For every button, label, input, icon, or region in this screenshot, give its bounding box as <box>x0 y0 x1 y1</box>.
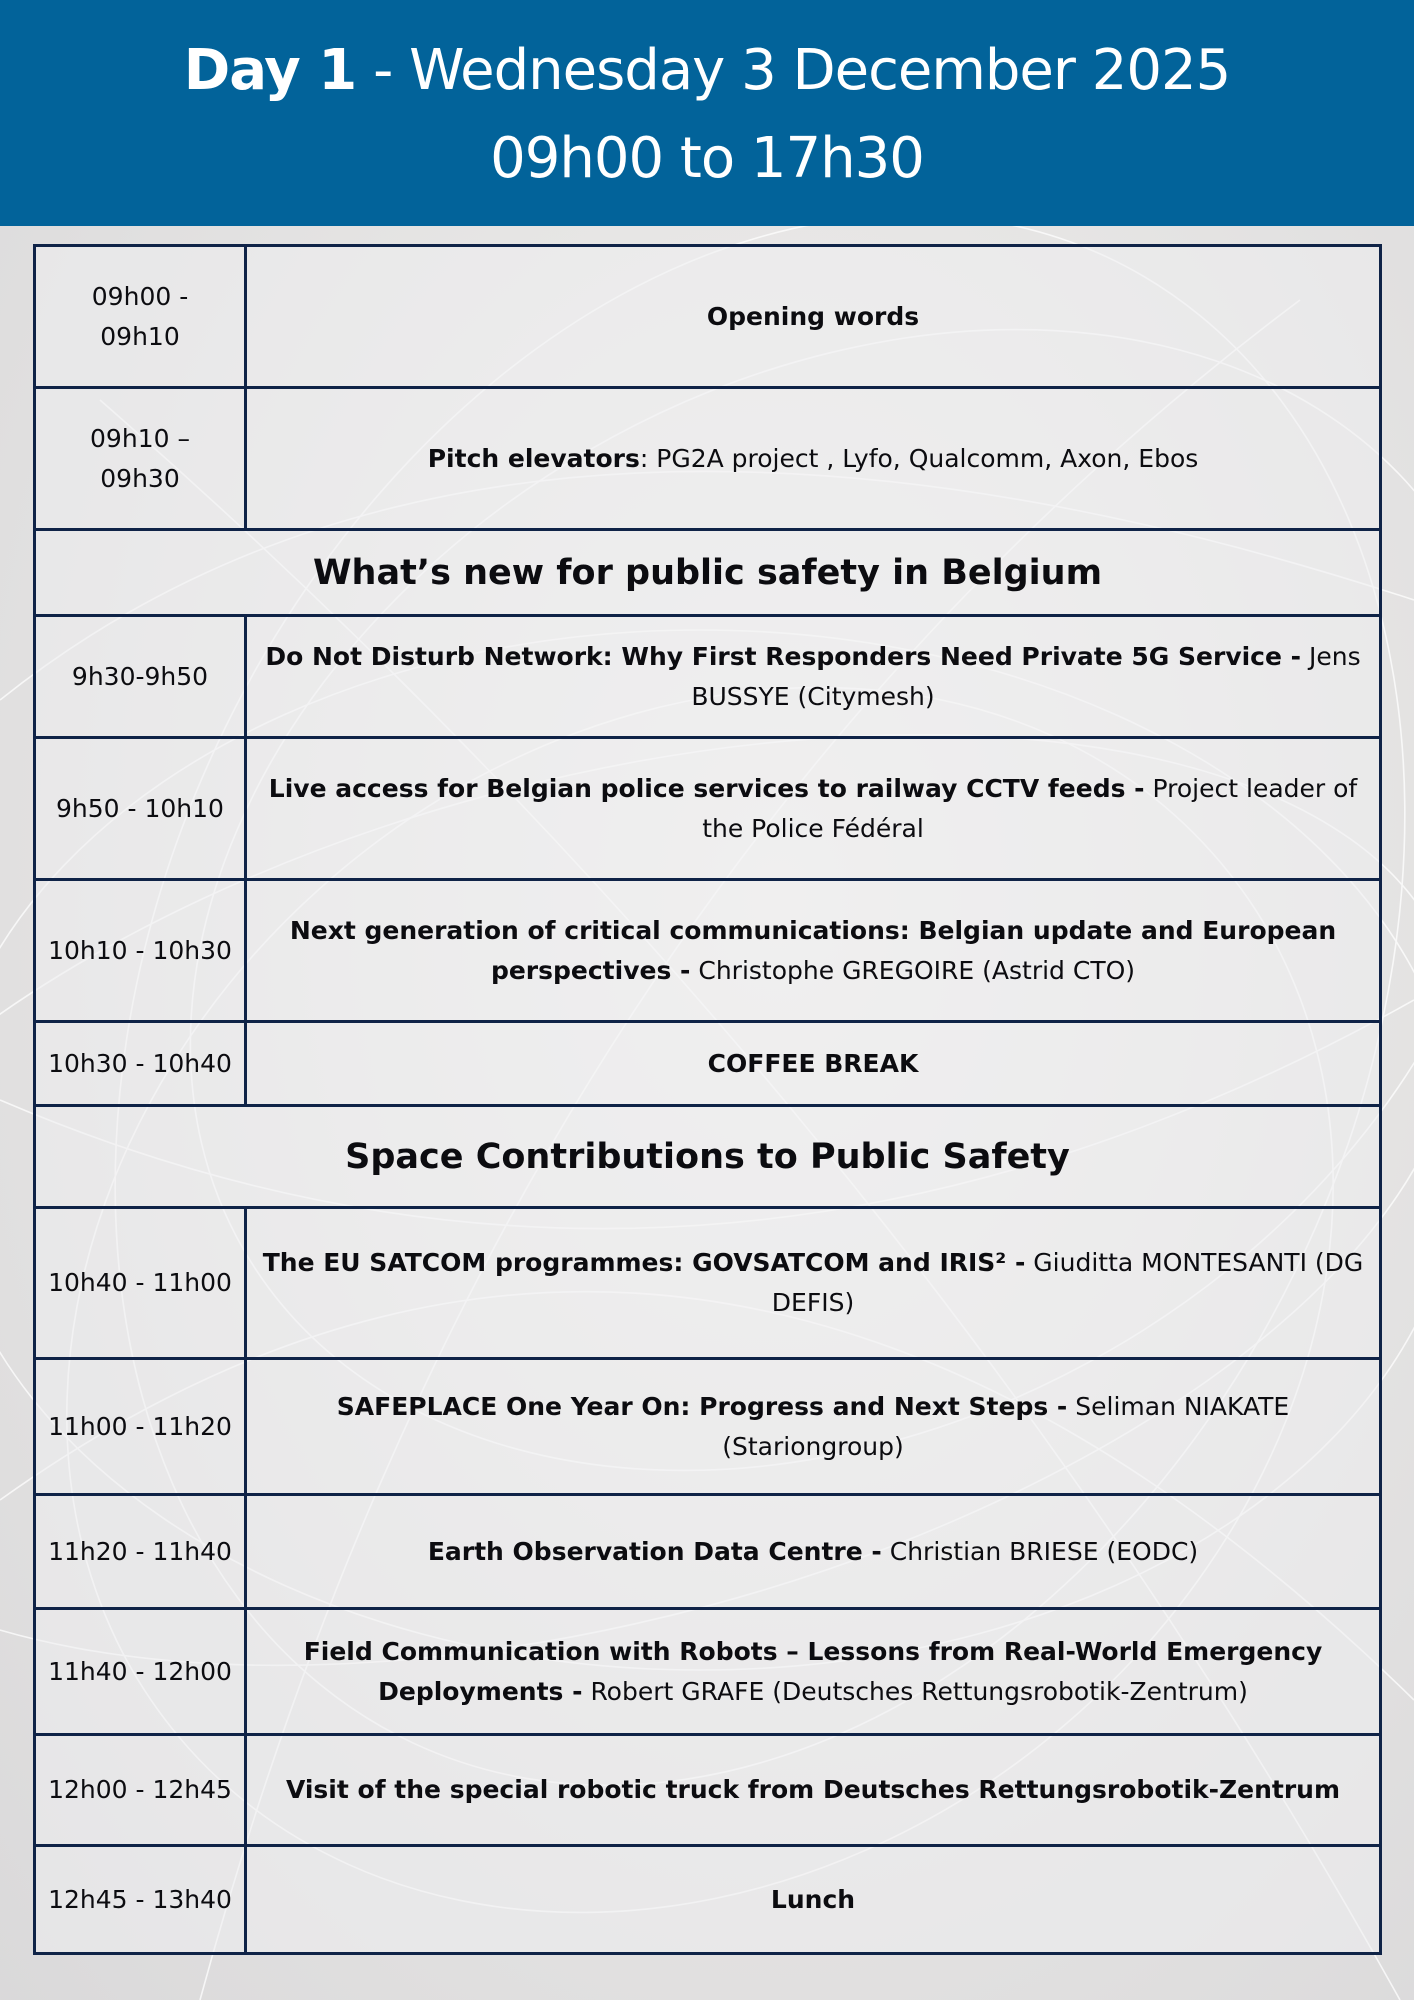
section-title: Space Contributions to Public Safety <box>35 1106 1381 1208</box>
session-cell <box>246 1359 1381 1495</box>
session-title: Do Not Disturb Network: Why First Responders Need Private 5G Service - <box>265 641 1302 671</box>
session-title: Field Communication with Robots – Lessons from Real-World Emergency Deployments - <box>303 1636 1323 1706</box>
session-cell <box>246 246 1381 388</box>
time-slot: 11h00 - 11h20 <box>35 1359 246 1495</box>
session-cell <box>246 880 1381 1022</box>
agenda-row <box>35 1208 1381 1359</box>
session-title: Pitch elevators <box>427 443 640 473</box>
session-cell <box>246 738 1381 880</box>
time-slot: 12h45 - 13h40 <box>35 1846 246 1954</box>
agenda-table <box>33 244 1382 1955</box>
section-header-row <box>35 1106 1381 1208</box>
section-header-row <box>35 530 1381 616</box>
agenda-row <box>35 616 1381 738</box>
session-cell <box>246 1735 1381 1846</box>
session-cell <box>246 616 1381 738</box>
session-title: The EU SATCOM programmes: GOVSATCOM and IRIS² - <box>262 1248 1026 1277</box>
time-slot: 9h30-9h50 <box>35 616 246 738</box>
session-title: Visit of the special robotic truck from Deutsches Rettungsrobotik-Zentrum <box>285 1775 1341 1804</box>
session-title: Live access for Belgian police services to railway CCTV feeds - <box>268 773 1145 803</box>
session-speaker: Jens BUSSYE (Citymesh) <box>691 641 1361 711</box>
agenda-row <box>35 880 1381 1022</box>
session-title: Opening words <box>706 301 920 331</box>
section-title: What’s new for public safety in Belgium <box>35 530 1381 616</box>
time-slot: 12h00 - 12h45 <box>35 1735 246 1846</box>
session-cell <box>246 1208 1381 1359</box>
session-cell <box>246 1495 1381 1609</box>
day-date: - Wednesday 3 December 2025 <box>356 38 1231 103</box>
agenda-row <box>35 1735 1381 1846</box>
agenda-row <box>35 388 1381 530</box>
header-title <box>0 38 1414 103</box>
agenda-row <box>35 1609 1381 1735</box>
time-slot: 10h30 - 10h40 <box>35 1022 246 1106</box>
session-title: COFFEE BREAK <box>707 1048 919 1078</box>
time-slot: 9h50 - 10h10 <box>35 738 246 880</box>
session-title: SAFEPLACE One Year On: Progress and Next Steps - <box>336 1391 1068 1421</box>
session-speaker: Project leader of the Police Fédéral <box>702 773 1358 843</box>
agenda-row <box>35 1495 1381 1609</box>
session-cell <box>246 1846 1381 1954</box>
time-slot: 09h10 – 09h30 <box>35 388 246 530</box>
session-speaker: Seliman NIAKATE (Stariongroup) <box>722 1391 1290 1461</box>
session-cell <box>246 1022 1381 1106</box>
day-label: Day 1 <box>183 38 357 103</box>
header-hours: 09h00 to 17h30 <box>490 126 924 191</box>
time-slot: 10h40 - 11h00 <box>35 1208 246 1359</box>
agenda-row <box>35 246 1381 388</box>
time-slot: 09h00 - 09h10 <box>35 246 246 388</box>
agenda-row <box>35 738 1381 880</box>
session-title: Earth Observation Data Centre - <box>427 1536 882 1566</box>
session-speaker: Christophe GREGOIRE (Astrid CTO) <box>698 955 1136 985</box>
session-speaker: Giuditta MONTESANTI (DG DEFIS) <box>771 1248 1364 1317</box>
time-slot: 11h40 - 12h00 <box>35 1609 246 1735</box>
session-cell <box>246 1609 1381 1735</box>
agenda-row <box>35 1846 1381 1954</box>
session-speaker: Christian BRIESE (EODC) <box>889 1536 1199 1566</box>
session-title: Next generation of critical communications: Belgian update and European perspectives - <box>289 915 1337 985</box>
agenda-row <box>35 1022 1381 1106</box>
session-title: Lunch <box>770 1884 856 1914</box>
time-slot: 10h10 - 10h30 <box>35 880 246 1022</box>
session-speaker: : PG2A project , Lyfo, Qualcomm, Axon, Ebos <box>639 443 1199 473</box>
time-slot: 11h20 - 11h40 <box>35 1495 246 1609</box>
session-speaker: Robert GRAFE (Deutsches Rettungsrobotik-Zentrum) <box>590 1676 1248 1706</box>
day-header <box>0 0 1414 226</box>
agenda-row <box>35 1359 1381 1495</box>
session-cell <box>246 388 1381 530</box>
